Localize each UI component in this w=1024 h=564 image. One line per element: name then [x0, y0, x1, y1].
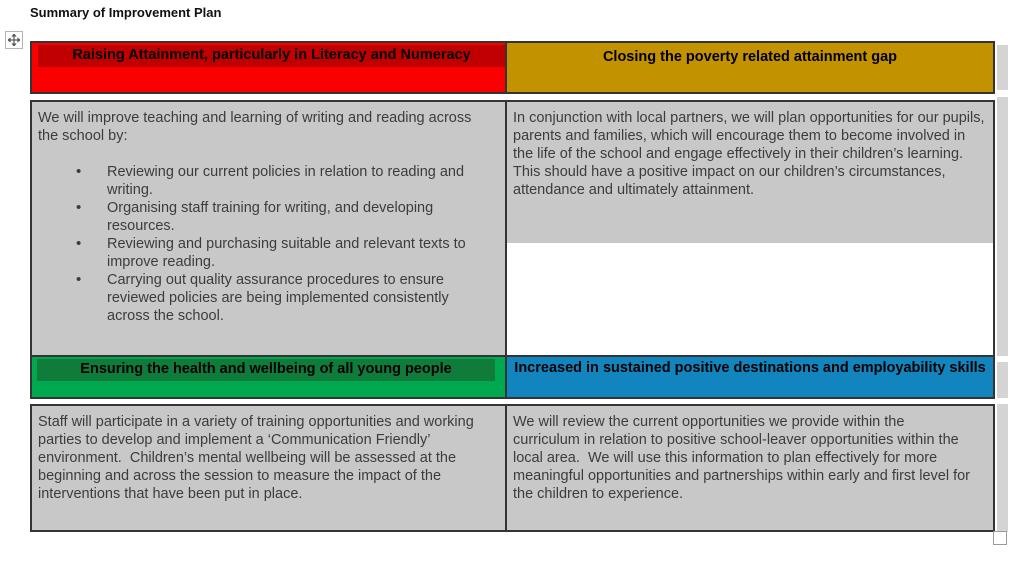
cell-raising-attainment-body[interactable]	[30, 100, 507, 357]
header-poverty-gap-label: Closing the poverty related attainment gap	[602, 49, 898, 65]
raising-attainment-intro: We will improve teaching and learning of writing and reading across the school by:	[38, 110, 476, 144]
poverty-gap-text: In conjunction with local partners, we will plan opportunities for our pupils, parents and families, which will encourage them to become involved in the life of the school and engage effectively in their children’s learning. This should have a positive impact on our children’s circumstances, attendance and ultimately attainment.	[513, 110, 989, 198]
poverty-gap-shaded-paragraph	[507, 102, 993, 243]
table-right-shading	[997, 362, 1008, 398]
health-wellbeing-text: Staff will participate in a variety of training opportunities and working parties to develop and implement a ‘Communication Friendly’ environment. Children’s mental wellbeing will be assessed at the beginning and across the session to measure the impact of the interventions that have been put in place.	[38, 414, 478, 502]
positive-destinations-text: We will review the current opportunities we provide within the curriculum in relation to positive school-leaver opportunities within the local area. We will use this information to plan effectively for more meaningful opportunities and partnerships within early and first level for the children to experience.	[513, 414, 975, 502]
document-title[interactable]: Summary of Improvement Plan	[30, 5, 222, 20]
header-raising-attainment-label: Raising Attainment, particularly in Literacy and Numeracy	[72, 47, 471, 63]
cell-poverty-gap-body[interactable]	[505, 100, 995, 357]
bullet-item: • Reviewing and purchasing suitable and relevant texts to improve reading.	[76, 235, 491, 271]
header-highlight-strip	[37, 359, 495, 381]
header-health-wellbeing-label: Ensuring the health and wellbeing of all young people	[80, 361, 452, 377]
header-highlight-strip	[38, 45, 505, 67]
table-right-shading	[997, 45, 1008, 90]
header-positive-destinations-label: Increased in sustained positive destinations and employability skills	[514, 360, 986, 376]
move-cross-icon	[8, 34, 20, 46]
bullet-item: • Carrying out quality assurance procedures to ensure reviewed policies are being implemented consistently across the school.	[76, 271, 491, 325]
bullet-item: • Organising staff training for writing, and developing resources.	[76, 199, 491, 235]
header-poverty-gap[interactable]	[505, 41, 995, 94]
table-move-handle[interactable]	[5, 31, 23, 49]
header-positive-destinations[interactable]	[505, 355, 995, 399]
bullet-item: • Reviewing our current policies in relation to reading and writing.	[76, 163, 491, 199]
table-right-shading	[997, 97, 1008, 356]
cell-positive-destinations-body[interactable]	[505, 404, 995, 532]
header-health-wellbeing[interactable]	[30, 355, 507, 399]
raising-attainment-bullet-list	[32, 163, 505, 325]
header-raising-attainment[interactable]	[30, 41, 507, 94]
cell-health-wellbeing-body[interactable]	[30, 404, 507, 532]
table-right-shading	[997, 404, 1008, 532]
table-resize-handle[interactable]	[993, 531, 1007, 545]
